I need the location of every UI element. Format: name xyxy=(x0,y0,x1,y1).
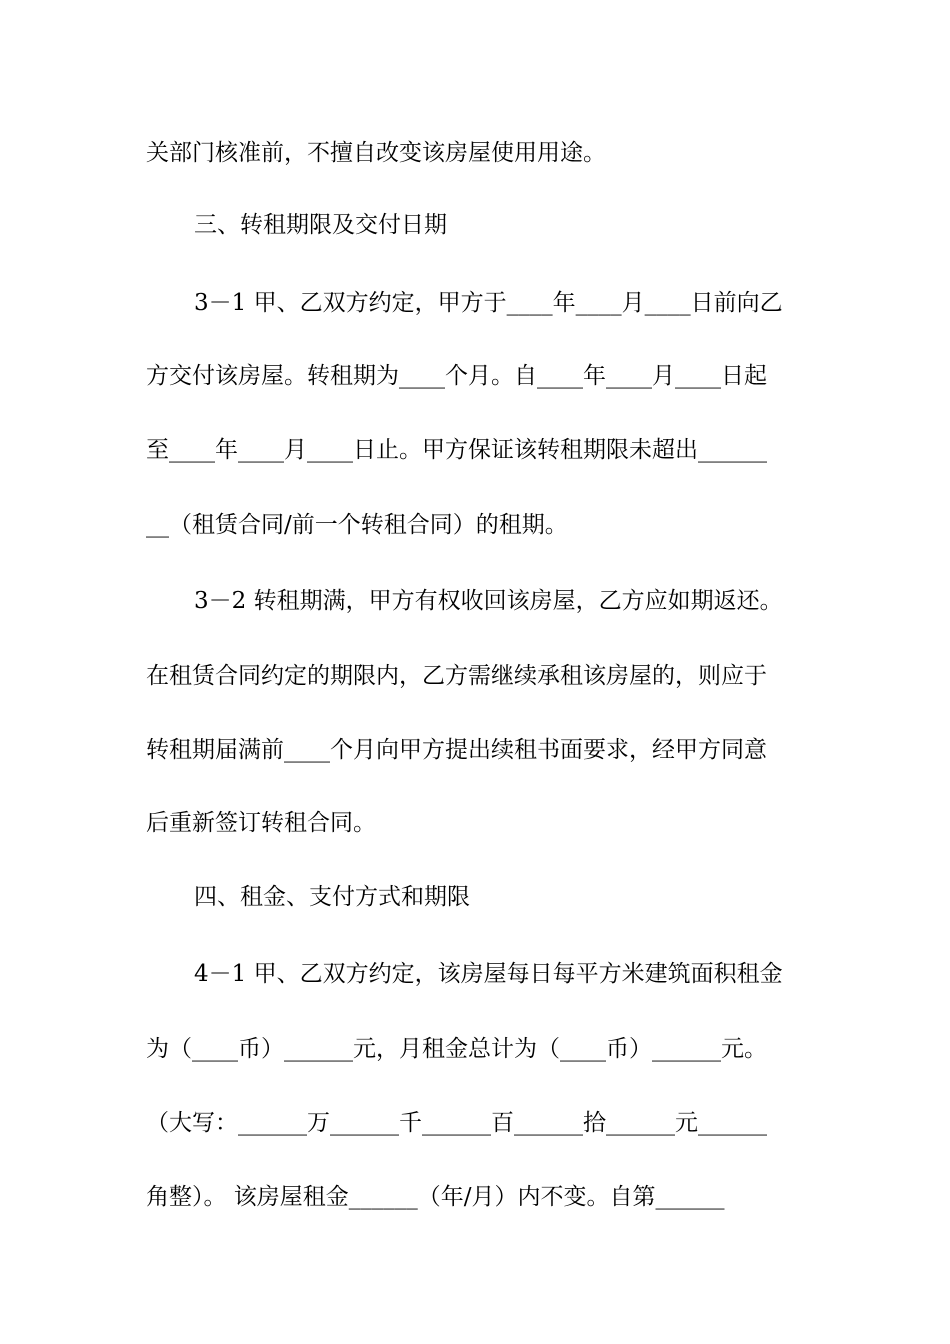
section-heading: 三、转租期限及交付日期 xyxy=(194,212,447,238)
paragraph-line: 为（____币）______元，月租金总计为（____币）______元。 xyxy=(146,1036,767,1062)
paragraph-line: 3－1 甲、乙双方约定，甲方于____年____月____日前向乙 xyxy=(194,290,783,316)
paragraph-line: 4－1 甲、乙双方约定，该房屋每日每平方米建筑面积租金 xyxy=(194,961,783,987)
paragraph-line: 3－2 转租期满，甲方有权收回该房屋，乙方应如期返还。 xyxy=(194,588,783,614)
paragraph-line: （大写：______万______千______百______拾______元______ xyxy=(146,1110,767,1136)
section-heading: 四、租金、支付方式和期限 xyxy=(194,884,470,910)
paragraph-line: __（租赁合同/前一个转租合同）的租期。 xyxy=(146,512,568,538)
paragraph-line: 转租期届满前____个月向甲方提出续租书面要求，经甲方同意 xyxy=(146,737,767,763)
paragraph-line: 关部门核准前，不擅自改变该房屋使用用途。 xyxy=(146,140,606,166)
paragraph-line: 方交付该房屋。转租期为____个月。自____年____月____日起 xyxy=(146,363,767,389)
paragraph-line: 角整）。 该房屋租金______（年/月）内不变。自第______ xyxy=(146,1184,725,1210)
paragraph-line: 至____年____月____日止。甲方保证该转租期限未超出______ xyxy=(146,437,767,463)
paragraph-line: 后重新签订转租合同。 xyxy=(146,810,376,836)
paragraph-line: 在租赁合同约定的期限内，乙方需继续承租该房屋的，则应于 xyxy=(146,663,767,689)
